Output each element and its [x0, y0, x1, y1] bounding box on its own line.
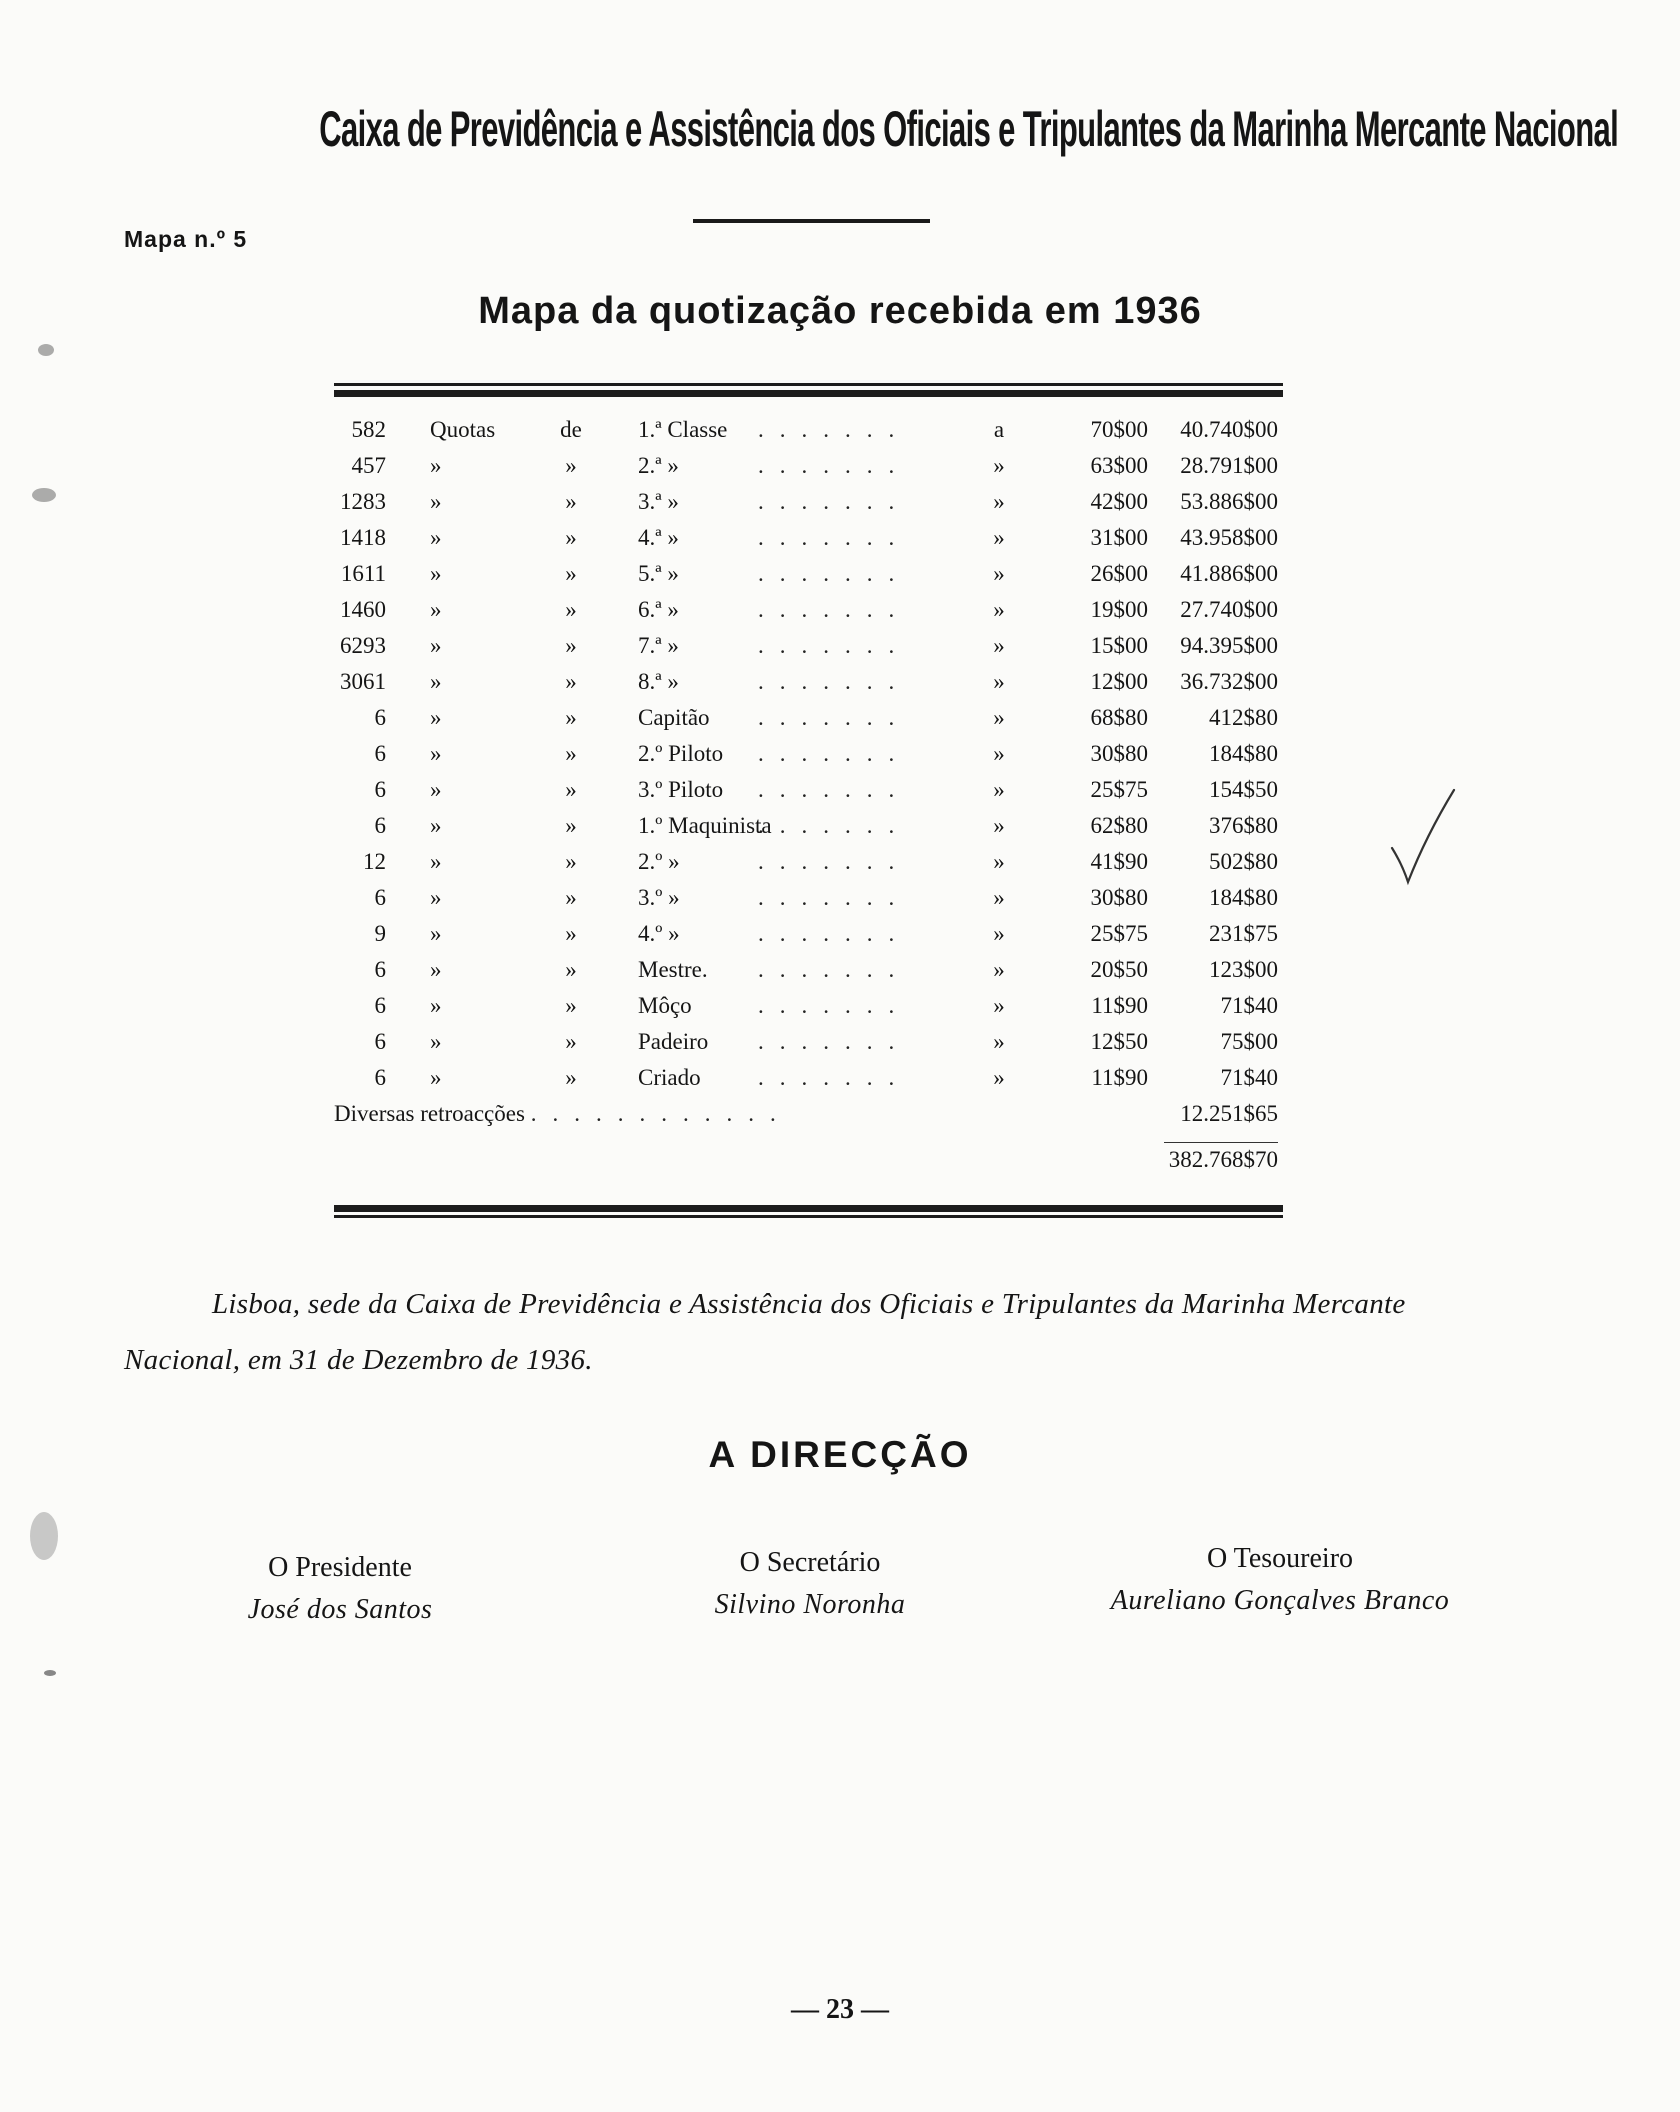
- row-de: »: [565, 957, 577, 982]
- row-de: »: [565, 525, 577, 550]
- table-row: ....... 6 » » Padeiro » 12$50 75$00: [334, 1024, 1283, 1060]
- row-rate: 12$50: [1090, 1029, 1148, 1054]
- row-quantity: 6: [374, 1029, 386, 1054]
- quota-table: [334, 412, 1283, 1178]
- row-total: 71$40: [1220, 993, 1278, 1018]
- handwritten-check-mark-icon: [1388, 786, 1458, 886]
- row-de: »: [565, 453, 577, 478]
- row-quotas: »: [430, 453, 442, 478]
- scan-speck: [44, 1670, 56, 1676]
- row-class: Criado: [638, 1065, 701, 1090]
- row-de: »: [565, 993, 577, 1018]
- title-underline: [693, 219, 930, 223]
- row-quantity: 6: [374, 777, 386, 802]
- row-rate: 12$00: [1090, 669, 1148, 694]
- row-quantity: 6: [374, 705, 386, 730]
- row-quotas: »: [430, 1029, 442, 1054]
- table-row: ....... 6 » » 1.º Maquinista » 62$80 376$80: [334, 808, 1283, 844]
- row-quantity: 6: [374, 741, 386, 766]
- row-a: »: [993, 633, 1005, 658]
- row-total: 502$80: [1209, 849, 1278, 874]
- grand-total: 382.768$70: [1168, 1147, 1278, 1172]
- map-number-label: Mapa n.º 5: [124, 226, 248, 252]
- row-class: 7.ª »: [638, 633, 679, 658]
- secretary-role: O Secretário: [739, 1547, 881, 1578]
- row-quantity: 1460: [340, 597, 386, 622]
- row-quotas: »: [430, 741, 442, 766]
- row-total: 154$50: [1209, 777, 1278, 802]
- row-quotas: »: [430, 633, 442, 658]
- row-total: 75$00: [1220, 1029, 1278, 1054]
- row-de: »: [565, 489, 577, 514]
- scan-speck: [32, 488, 56, 502]
- signature-treasurer: [1060, 1538, 1500, 1622]
- row-class: 3.ª »: [638, 489, 679, 514]
- row-quotas: »: [430, 993, 442, 1018]
- row-total: 231$75: [1209, 921, 1278, 946]
- table-row: ....... 6 » » Môço » 11$90 71$40: [334, 988, 1283, 1024]
- row-total: 27.740$00: [1180, 597, 1278, 622]
- row-quotas: Quotas: [430, 417, 496, 442]
- row-rate: 15$00: [1090, 633, 1148, 658]
- row-a: »: [993, 1065, 1005, 1090]
- treasurer-role: O Tesoureiro: [1206, 1543, 1354, 1574]
- row-de: »: [565, 921, 577, 946]
- row-quotas: »: [430, 921, 442, 946]
- table-row: ....... 1418 » » 4.ª » » 31$00 43.958$00: [334, 520, 1283, 556]
- row-class: Môço: [638, 993, 692, 1018]
- row-class: 2.ª »: [638, 453, 679, 478]
- row-total: 40.740$00: [1180, 417, 1278, 442]
- row-quantity: 6: [374, 993, 386, 1018]
- retroactions-label: Diversas retroacções ............: [334, 1101, 792, 1126]
- row-a: »: [993, 453, 1005, 478]
- row-de: de: [560, 417, 582, 442]
- row-rate: 42$00: [1090, 489, 1148, 514]
- row-a: »: [993, 525, 1005, 550]
- row-a: »: [993, 777, 1005, 802]
- row-de: »: [565, 669, 577, 694]
- row-class: 3.º Piloto: [638, 777, 724, 802]
- row-total: 43.958$00: [1180, 525, 1278, 550]
- row-rate: 19$00: [1090, 597, 1148, 622]
- row-quantity: 582: [351, 417, 386, 442]
- row-total: 184$80: [1209, 885, 1278, 910]
- table-row: ....... 1460 » » 6.ª » » 19$00 27.740$00: [334, 592, 1283, 628]
- row-quotas: »: [430, 489, 442, 514]
- row-de: »: [565, 885, 577, 910]
- grand-total-row: [334, 1142, 1283, 1178]
- row-quantity: 1283: [340, 489, 386, 514]
- row-quantity: 6: [374, 957, 386, 982]
- row-de: »: [565, 1029, 577, 1054]
- scan-speck: [38, 344, 54, 356]
- table-top-rule-thin: [334, 383, 1283, 386]
- row-quotas: »: [430, 885, 442, 910]
- row-a: »: [993, 669, 1005, 694]
- row-rate: 30$80: [1090, 741, 1148, 766]
- row-rate: 11$90: [1091, 1065, 1148, 1090]
- row-rate: 63$00: [1090, 453, 1148, 478]
- row-quotas: »: [430, 525, 442, 550]
- closing-paragraph: Lisboa, sede da Caixa de Previdência e Assistência dos Oficiais e Tripulantes da Marinha Mercante Nacional, em 31 de Dezembro de 1936.: [124, 1288, 1406, 1376]
- table-row: ....... 1611 » » 5.ª » » 26$00 41.886$00: [334, 556, 1283, 592]
- row-total: 123$00: [1209, 957, 1278, 982]
- row-quotas: »: [430, 777, 442, 802]
- row-total: 71$40: [1220, 1065, 1278, 1090]
- row-quantity: 12: [363, 849, 386, 874]
- row-rate: 20$50: [1090, 957, 1148, 982]
- row-quotas: »: [430, 705, 442, 730]
- secretary-name: Silvino Noronha: [714, 1589, 906, 1620]
- row-de: »: [565, 705, 577, 730]
- president-role: O Presidente: [268, 1552, 412, 1583]
- board-title: A DIRECÇÃO: [708, 1434, 972, 1475]
- table-row: ....... 6293 » » 7.ª » » 15$00 94.395$00: [334, 628, 1283, 664]
- row-quantity: 6: [374, 813, 386, 838]
- row-class: 4.º »: [638, 921, 680, 946]
- row-class: 3.º »: [638, 885, 680, 910]
- row-a: »: [993, 921, 1005, 946]
- row-class: 1.º Maquinista: [638, 813, 772, 838]
- row-quantity: 6293: [340, 633, 386, 658]
- signature-secretary: [650, 1542, 970, 1626]
- row-a: »: [993, 849, 1005, 874]
- row-total: 94.395$00: [1180, 633, 1278, 658]
- row-de: »: [565, 813, 577, 838]
- row-quantity: 6: [374, 885, 386, 910]
- row-quotas: »: [430, 957, 442, 982]
- row-class: 8.ª »: [638, 669, 679, 694]
- row-quantity: 1611: [340, 561, 386, 586]
- row-class: Padeiro: [638, 1029, 709, 1054]
- table-row: ....... 1283 » » 3.ª » » 42$00 53.886$00: [334, 484, 1283, 520]
- row-de: »: [565, 741, 577, 766]
- row-a: »: [993, 993, 1005, 1018]
- table-bottom-rule-thick: [334, 1205, 1283, 1212]
- row-a: »: [993, 705, 1005, 730]
- row-de: »: [565, 561, 577, 586]
- table-row: ....... 12 » » 2.º » » 41$90 502$80: [334, 844, 1283, 880]
- row-quotas: »: [430, 597, 442, 622]
- table-top-rule-thick: [334, 390, 1283, 397]
- retroactions-row: [334, 1096, 1283, 1132]
- row-class: 4.ª »: [638, 525, 679, 550]
- table-row: ....... 582 Quotas de 1.ª Classe a 70$00 40.740$00: [334, 412, 1283, 448]
- row-rate: 25$75: [1090, 921, 1148, 946]
- row-rate: 30$80: [1090, 885, 1148, 910]
- row-rate: 25$75: [1090, 777, 1148, 802]
- signature-president: [180, 1547, 500, 1631]
- table-row: ....... 6 » » 3.º » » 30$80 184$80: [334, 880, 1283, 916]
- row-a: »: [993, 489, 1005, 514]
- row-quotas: »: [430, 813, 442, 838]
- row-total: 412$80: [1209, 705, 1278, 730]
- row-total: 28.791$00: [1180, 453, 1278, 478]
- row-a: a: [993, 417, 1005, 442]
- table-row: ....... 3061 » » 8.ª » » 12$00 36.732$00: [334, 664, 1283, 700]
- row-rate: 31$00: [1090, 525, 1148, 550]
- row-total: 53.886$00: [1180, 489, 1278, 514]
- document-title: Caixa de Previdência e Assistência dos Oficiais e Tripulantes da Marinha Mercante Nacional: [319, 101, 1619, 157]
- president-name: José dos Santos: [247, 1594, 433, 1625]
- retroactions-total: 12.251$65: [1180, 1101, 1278, 1126]
- row-rate: 41$90: [1090, 849, 1148, 874]
- row-quantity: 6: [374, 1065, 386, 1090]
- treasurer-name: Aureliano Gonçalves Branco: [1110, 1585, 1450, 1616]
- row-a: »: [993, 561, 1005, 586]
- table-row: ....... 6 » » Capitão » 68$80 412$80: [334, 700, 1283, 736]
- row-rate: 62$80: [1090, 813, 1148, 838]
- row-rate: 26$00: [1090, 561, 1148, 586]
- row-quotas: »: [430, 561, 442, 586]
- row-class: 2.º »: [638, 849, 680, 874]
- scan-speck: [30, 1512, 58, 1560]
- row-quantity: 457: [351, 453, 386, 478]
- table-row: ....... 6 » » Criado » 11$90 71$40: [334, 1060, 1283, 1096]
- row-quotas: »: [430, 1065, 442, 1090]
- row-rate: 68$80: [1090, 705, 1148, 730]
- row-class: Mestre.: [638, 957, 708, 982]
- table-row: ....... 6 » » 3.º Piloto » 25$75 154$50: [334, 772, 1283, 808]
- row-class: 5.ª »: [638, 561, 679, 586]
- row-total: 41.886$00: [1180, 561, 1278, 586]
- row-class: 2.º Piloto: [638, 741, 724, 766]
- table-bottom-rule-thin: [334, 1215, 1283, 1218]
- row-quantity: 1418: [340, 525, 386, 550]
- row-de: »: [565, 597, 577, 622]
- row-quotas: »: [430, 669, 442, 694]
- row-de: »: [565, 1065, 577, 1090]
- row-rate: 70$00: [1090, 417, 1148, 442]
- row-quotas: »: [430, 849, 442, 874]
- row-total: 36.732$00: [1180, 669, 1278, 694]
- row-quantity: 3061: [340, 669, 386, 694]
- row-de: »: [565, 849, 577, 874]
- table-row: ....... 9 » » 4.º » » 25$75 231$75: [334, 916, 1283, 952]
- row-de: »: [565, 633, 577, 658]
- row-class: Capitão: [638, 705, 710, 730]
- row-a: »: [993, 741, 1005, 766]
- row-a: »: [993, 597, 1005, 622]
- row-total: 376$80: [1209, 813, 1278, 838]
- row-quantity: 9: [374, 921, 386, 946]
- page-number: — 23 —: [791, 1994, 889, 2025]
- row-class: 6.ª »: [638, 597, 679, 622]
- row-a: »: [993, 1029, 1005, 1054]
- quota-rows: [334, 412, 1283, 1096]
- row-total: 184$80: [1209, 741, 1278, 766]
- row-rate: 11$90: [1091, 993, 1148, 1018]
- table-row: ....... 6 » » 2.º Piloto » 30$80 184$80: [334, 736, 1283, 772]
- row-a: »: [993, 957, 1005, 982]
- row-class: 1.ª Classe: [638, 417, 728, 442]
- table-heading: Mapa da quotização recebida em 1936: [478, 290, 1202, 332]
- row-a: »: [993, 813, 1005, 838]
- table-row: ....... 457 » » 2.ª » » 63$00 28.791$00: [334, 448, 1283, 484]
- table-row: ....... 6 » » Mestre. » 20$50 123$00: [334, 952, 1283, 988]
- row-a: »: [993, 885, 1005, 910]
- row-de: »: [565, 777, 577, 802]
